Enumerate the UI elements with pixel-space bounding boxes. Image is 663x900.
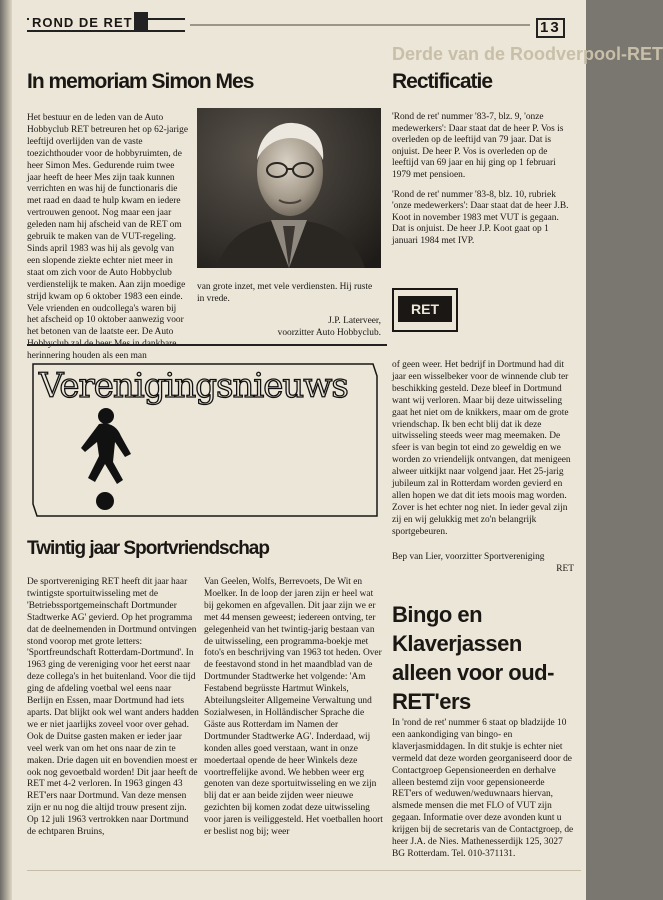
memoriam-title: In memoriam Simon Mes xyxy=(27,70,254,93)
rectificatie-body xyxy=(392,112,574,256)
memoriam-body xyxy=(27,113,189,363)
portrait-image xyxy=(197,108,381,268)
masthead-logo xyxy=(27,12,185,37)
page-number-text: 13 xyxy=(536,18,565,38)
memoriam-continued-text: van grote inzet, met vele verdiensten. Hij ruste in vrede. xyxy=(197,282,373,304)
memoriam-continued xyxy=(197,282,381,306)
bingo-title: Bingo en Klaverjassen alleen voor oud-RET'ers xyxy=(392,602,554,714)
sportvriendschap-signature xyxy=(392,552,574,576)
verenigingsnieuws-banner-title: Verenigingsnieuws xyxy=(39,366,348,406)
sportvriendschap-text-2: Van Geelen, Wolfs, Berrevoets, De Wit en Moelker. In de loop der jaren zijn er heel wat bij gekomen en afgevallen. Dit jaar zijn we er met 44 mensen geweest; iedereen ontving, ter gelegenheid van het twintig-jarig bestaan van de uitwisseling, een programma-boekje met foto's en beschrijving van 1963 tot heden. Over de feestavond stond in het maandblad van de Dortmunder Stadtwerke het volgende: 'Am Festabend begrüsste Hartmut Winkels, Abteilungsleiter Allgemeine Verwaltung und Sozialwesen, in Holländischer Sprache die Gäste aus Rotterdam im Namen der Dortmunder Stadtwerke AG'. Inderdaad, wij konden alles goed verstaan, want in onze moedertaal opende de heer Winkels deze voortreffelijke avond. We hebben weer erg genoten van deze sportuitwisseling en we zijn blij dat er aan beide zijden weer nieuwe gezichten bij komen zodat deze uitwisseling voor jaren is veiliggesteld. Het voetballen hoort er beslist nog bij; weer xyxy=(204,577,383,838)
masthead-logo-block xyxy=(134,12,148,32)
signature-name: J.P. Laterveer, xyxy=(328,316,381,326)
rectificatie-paragraph-2: 'Rond de ret' nummer '83-8, blz. 10, rubriek 'onze medewerkers': Daar staat dat de heer J.B. Koot in november 1983 met VUT is gegaan. Dat is onjuist. De heer J.P. Koot gaat op 1 januari 1984 met IVP. xyxy=(392,189,569,246)
sport-signature-text: Bep van Lier, voorzitter Sportvereniging xyxy=(392,552,545,562)
page-number xyxy=(535,18,565,38)
memoriam-signature xyxy=(250,316,381,340)
ret-logo-icon xyxy=(392,288,458,332)
page-bottom-edge xyxy=(27,870,581,871)
show-through-text: Derde van de Roodverpool-RET xyxy=(392,44,663,64)
header-rule xyxy=(190,24,530,26)
page-spine-shadow xyxy=(0,0,12,900)
ret-logo-text: RET xyxy=(411,301,439,317)
sportvriendschap-col-2 xyxy=(204,577,385,839)
masthead-logo-text: ROND DE RET xyxy=(29,15,136,30)
ret-logo xyxy=(392,288,458,332)
portrait-photo xyxy=(197,108,381,268)
sportvriendschap-title: Twintig jaar Sportvriendschap xyxy=(27,538,269,559)
sport-signature-ret: RET xyxy=(556,563,574,574)
sportvriendschap-col-1 xyxy=(27,577,199,839)
rectificatie-title: Rectificatie xyxy=(392,70,493,93)
signature-role: voorzitter Auto Hobbyclub. xyxy=(277,327,381,338)
bingo-paragraph: In 'rond de ret' nummer 6 staat op bladzijde 10 een aankondiging van bingo- en klaverjasmiddagen. In dit stukje is echter niet vermeld dat deze worden georganiseerd door de Contactgroep Gepensioneerden en derhalve alleen bestemd zijn voor gepensioneerde RET'ers of weduwen/weduwnaars hiervan, alsmede mensen die met FLO of VUT zijn gegaan. Informatie over deze avonden kunt u krijgen bij de secretaris van de Contactgroep, de heer J.A. de Nies. Mathenesserdijk 125, 3027 BG Rotterdam. Tel. 010-371131. xyxy=(392,718,574,859)
sportvriendschap-text-3: of geen weer. Het bedrijf in Dortmund had dit jaar een wisselbeker voor de winnende club ter beschikking gesteld. Deze bleef in Dortmund want wij verloren. Maar bij deze uitwisseling gaat het niet om de knikkers, maar om de grote vriendschap. Ik ben echt blij dat ik deze uitwisseling steeds weer mag meemaken. De sfeer is van begin tot eind zo geweldig en we worden zo vriendelijk ontvangen, dat menigeen alweer uitkijkt naar volgend jaar. Het 25-jarig jubileum zal in Rotterdam worden gevierd en allen hopen we dat dit iets moois mag worden. Zover is het echter nog niet. In ieder geval zijn zij en wij gelukkig met zo'n belangrijk sportgebeuren. xyxy=(392,360,571,537)
bingo-body xyxy=(392,718,574,861)
sportvriendschap-col-3 xyxy=(392,360,574,539)
sportvriendschap-text-1: De sportvereniging RET heeft dit jaar haar twintigste sportuitwisseling met de 'Betriebssportgemeinschaft Dortmunder Stadtwerke AG' gevierd. Op het programma dat de deelnemenden in Dortmund ontvingen stond voorop met grote letters: 'Sportfreundschaft Rotterdam-Dortmund'. In 1963 ging de vereniging voor het eerst naar deze collega's in het buitenland. Voor die tijd ging de afdeling voetbal wel eens naar Berlijn en Essen, maar Dortmund had iets aparts. Dat blijkt ook wel want anders hadden we er niet jaarlijks zoveel voor over gehad. Ook de Duitse gasten maken er ieder jaar veel werk van om het ons naar de zin te maken. Drie dagen uit en bovendien moest er ook nog gevoetbald worden! Dit jaar heeft de RET met 4-2 verloren. In 1963 gingen 43 RET'ers naar Dortmund. Van deze mensen zijn er nu nog die altijd trouw present zijn. Op 12 juli 1963 vertrokken naar Dortmund de echtparen Bruins, xyxy=(27,577,199,838)
rectificatie-paragraph-1: 'Rond de ret' nummer '83-7, blz. 9, 'onze medewerkers': Daar staat dat de heer P. Vos is overleden op de leeftijd van 79 jaar. Dat is onjuist. De heer P. Vos is overleden op de leeftijd van 69 jaar en hij ging op 1 februari 1979 met pensioen. xyxy=(392,112,564,180)
section-divider xyxy=(27,344,387,346)
footballer-silhouette-icon xyxy=(81,408,131,510)
memoriam-paragraph: Het bestuur en de leden van de Auto Hobbyclub RET betreuren het op 62-jarige leeftijd overlijden van de vaste toezichthouder voor de hobbyruimten, de heer Simon Mes. Gedurende ruim twee jaar heeft de heer Mes zijn taak kunnen verrichten en was hij de functionaris die met raad en daad te hulp kwam en iedere vertrouwen genoot. Nog maar een jaar geleden nam hij afscheid van de RET om gebruik te maken van de VUT-regeling. Sinds april 1983 was hij als gevolg van een slopende ziekte echter niet meer in staat om zich voor de Auto Hobbyclub verdienstelijk te maken. Aan zijn moedige strijd kwam op 6 oktober 1983 een einde. Vele vrienden en oudcollega's waren bij het afscheid op 10 oktober aanwezig voor het betonen van de laatste eer. De Auto herinnering houden als een man xyxy=(27,113,188,362)
